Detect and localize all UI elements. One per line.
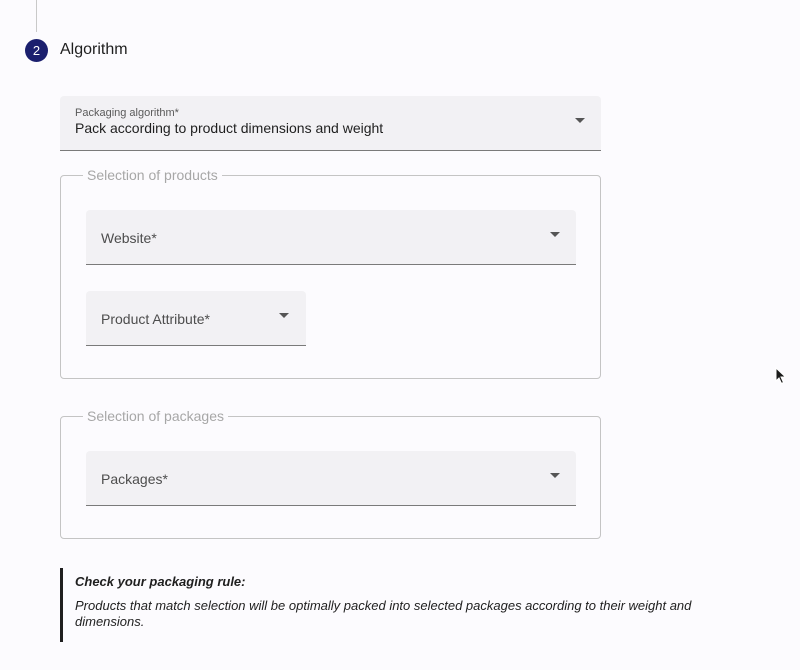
product-attribute-select[interactable] — [86, 291, 306, 346]
chevron-down-icon — [279, 313, 289, 318]
packaging-algorithm-label: Packaging algorithm* — [75, 107, 179, 119]
website-select[interactable] — [86, 210, 576, 265]
selection-of-products-legend: Selection of products — [83, 167, 222, 183]
packages-label: Packages* — [101, 471, 168, 487]
chevron-down-icon — [550, 232, 560, 237]
product-attribute-label: Product Attribute* — [101, 311, 210, 327]
selection-of-products-group — [60, 167, 601, 379]
step-connector-line — [36, 0, 37, 32]
chevron-down-icon — [575, 118, 585, 123]
step-number-badge: 2 — [25, 39, 48, 62]
packages-select[interactable] — [86, 451, 576, 506]
packaging-rule-note — [60, 568, 760, 642]
packaging-algorithm-select[interactable] — [60, 96, 601, 151]
note-text: Products that match selection will be optimally packed into selected packages according to their weight and dimensions. — [75, 598, 692, 629]
chevron-down-icon — [550, 473, 560, 478]
step-title: Algorithm — [60, 41, 128, 58]
mouse-pointer-icon — [775, 367, 787, 385]
packaging-algorithm-value: Pack according to product dimensions and weight — [75, 120, 384, 136]
selection-of-packages-legend: Selection of packages — [83, 408, 228, 424]
note-title: Check your packaging rule: — [75, 574, 246, 589]
website-label: Website* — [101, 230, 157, 246]
selection-of-packages-group — [60, 408, 601, 539]
